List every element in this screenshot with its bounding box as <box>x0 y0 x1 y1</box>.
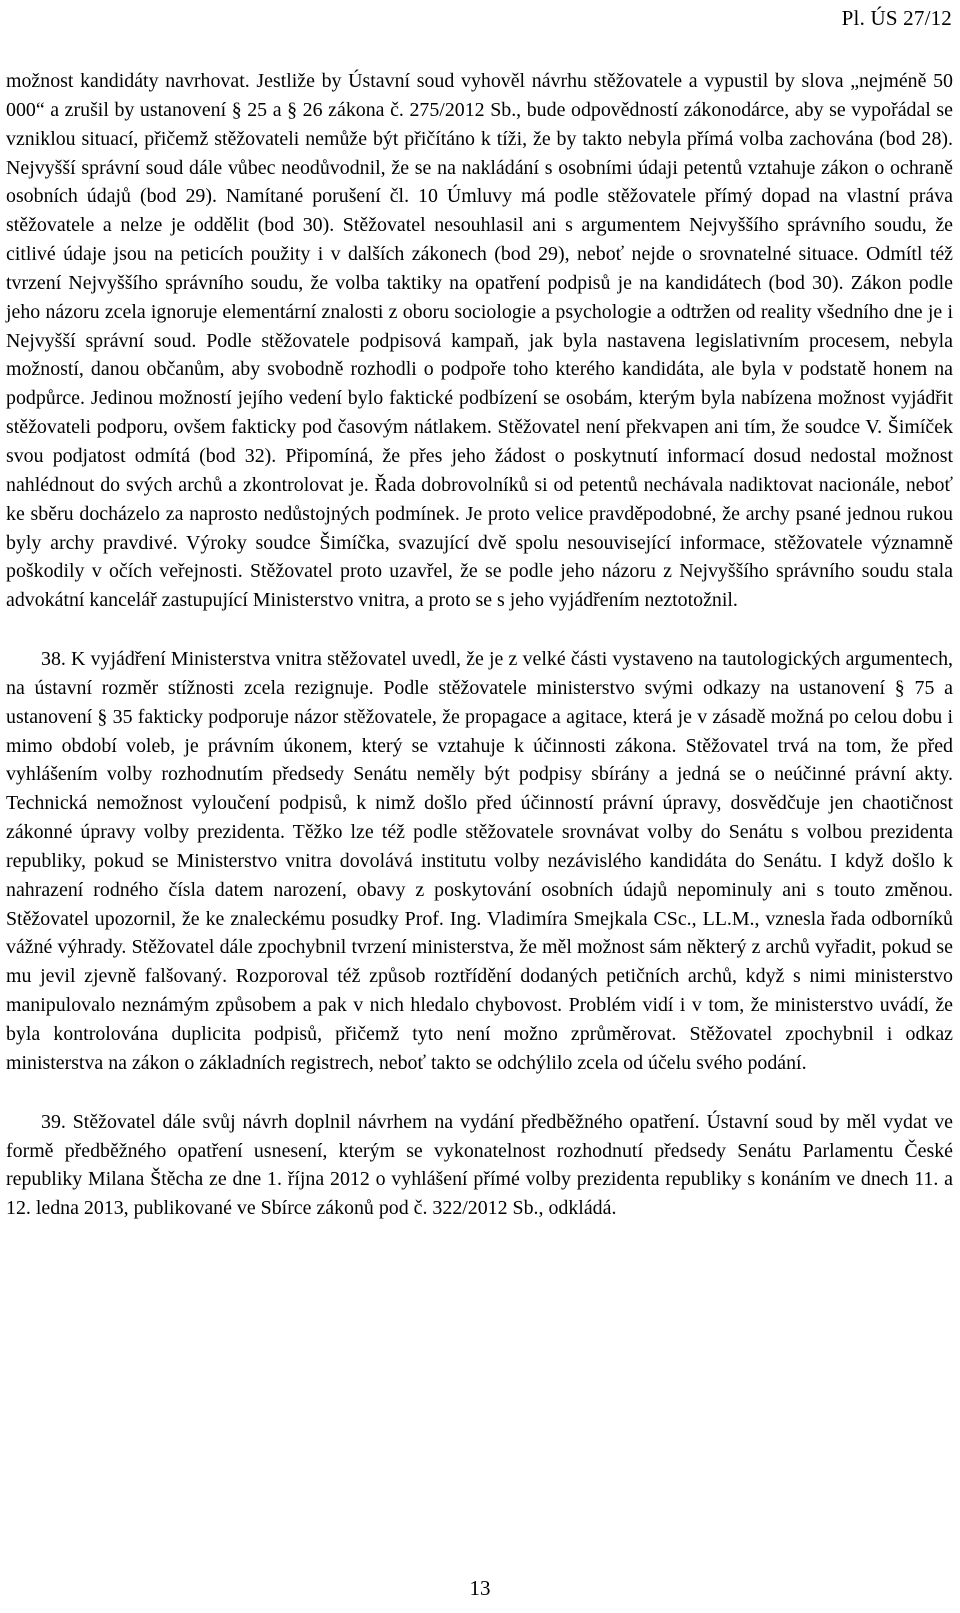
case-number-header: Pl. ÚS 27/12 <box>841 6 952 30</box>
paragraph-39: 39. Stěžovatel dále svůj návrh doplnil návrhem na vydání předběžného opatření. Ústavní soud by měl vydat ve formě předběžného opatření usnesení, kterým se vykonatelnost rozhodnutí předsedy Senátu Parlamentu České republiky Milana Štěcha ze dne 1. října 2012 o vyhlášení přímé volby prezidenta republiky s konáním ve dnech 11. a 12. ledna 2013, publikované ve Sbírce zákonů pod č. 322/2012 Sb., odkládá. <box>6 1110 953 1220</box>
paragraph-38: 38. K vyjádření Ministerstva vnitra stěžovatel uvedl, že je z velké části vystaveno na tautologických argumentech, na ústavní rozměr stížnosti zcela rezignuje. Podle stěžovatele ministerstvo svými odkazy na ustanovení § 75 a ustanovení § 35 fakticky podporuje názor stěžovatele, že propagace a agitace, která je v zásadě možná po celou dobu i mimo období voleb, je právním úkonem, který se vztahuje k účinnosti zákona. Stěžovatel trvá na tom, že před vyhlášením volby rozhodnutím předsedy Senátu neměly být podpisy sbírány a jedná se o neúčinné právní akty. Technická nemožnost vyloučení podpisů, k nimž došlo před účinností právní úpravy, dosvědčuje jen chaotičnost zákonné úpravy volby prezidenta. Těžko lze též podle stěžovatele srovnávat volby do Senátu s volbou prezidenta republiky, pokud se Ministerstvo vnitra dovolává institutu volby nezávislého kandidáta do Senátu. I když došlo k nahrazení rodného čísla datem narození, obavy z poskytování osobních údajů nepominuly ani s touto změnou. Stěžovatel upozornil, že ke znaleckému posudky Prof. Ing. Vladimíra Smejkala CSc., LL.M., vznesla řada odborníků vážné výhrady. Stěžovatel dále zpochybnil tvrzení ministerstva, že měl možnost sám některý z archů vyřadit, pokud se mu jevil zjevně falšovaný. Rozporoval též způsob roztřídění dodaných petičních archů, když s nimi ministerstvo manipulovalo neznámým způsobem a pak v nich hledalo chybovost. Problém vidí i v tom, že ministerstvo uvádí, že byla kontrolována duplicita podpisů, přičemž tyto není možno zprůměrovat. Stěžovatel zpochybnil i odkaz ministerstva na zákon o základních registrech, neboť takto se odchýlilo zcela od účelu svého podání. <box>6 648 953 1074</box>
document-body <box>6 67 953 1223</box>
paragraph-continuation: možnost kandidáty navrhovat. Jestliže by Ústavní soud vyhověl návrhu stěžovatele a vypustil by slova „nejméně 50 000“ a zrušil by ustanovení § 25 a § 26 zákona č. 275/2012 Sb., bude odpovědností zákonodárce, aby se vypořádal se vzniklou situací, přičemž stěžovateli nemůže být přičítáno k tíži, že by takto nebyla přímá volba zachována (bod 28). Nejvyšší správní soud dále vůbec neodůvodnil, že se na nakládání s osobními údaji petentů vztahuje zákon o ochraně osobních údajů (bod 29). Namítané porušení čl. 10 Úmluvy má podle stěžovatele přímý dopad na vlastní práva stěžovatele a nelze je oddělit (bod 30). Stěžovatel nesouhlasil ani s argumentem Nejvyššího správního soudu, že citlivé údaje jsou na peticích použity i v dalších zákonech (bod 29), neboť nejde o srovnatelné situace. Odmítl též tvrzení Nejvyššího správního soudu, že volba taktiky na opatření podpisů je na kandidátech (bod 30). Zákon podle jeho názoru zcela ignoruje elementární znalosti z oboru sociologie a psychologie a odtržen od reality všedního dne je i Nejvyšší správní soud. Podle stěžovatele podpisová kampaň, jak byla nastavena legislativním procesem, nebyla možností, danou občanům, aby svobodně rozhodli o podpoře toho kterého kandidáta, ale byla v podstatě honem na podpůrce. Jedinou možností jejího vedení bylo faktické podbízení se osobám, kterým byla nabízena možnost vyjádřit stěžovateli podporu, ovšem fakticky pod časovým nátlakem. Stěžovatel není překvapen ani tím, že soudce V. Šimíček svou podjatost odmítá (bod 32). Připomíná, že přes jeho žádost o poskytnutí informací dosud nedostal možnost nahlédnout do svých archů a zkontrolovat je. Řada dobrovolníků si od petentů nechávala nadiktovat nacionále, neboť ke sběru docházelo za naprosto nedůstojných podmínek. Je proto velice pravděpodobné, že archy psané jednou rukou byly archy pravdivé. Výroky soudce Šimíčka, svazující dvě spolu nesouvisející informace, stěžovatele významně poškodily v očích veřejnosti. Stěžovatel proto uzavřel, že se podle jeho názoru z Nejvyššího správního soudu stala advokátní kancelář zastupující Ministerstvo vnitra, a proto se s jeho vyjádřením neztotožnil. <box>6 70 953 612</box>
page-number: 13 <box>469 1576 491 1600</box>
